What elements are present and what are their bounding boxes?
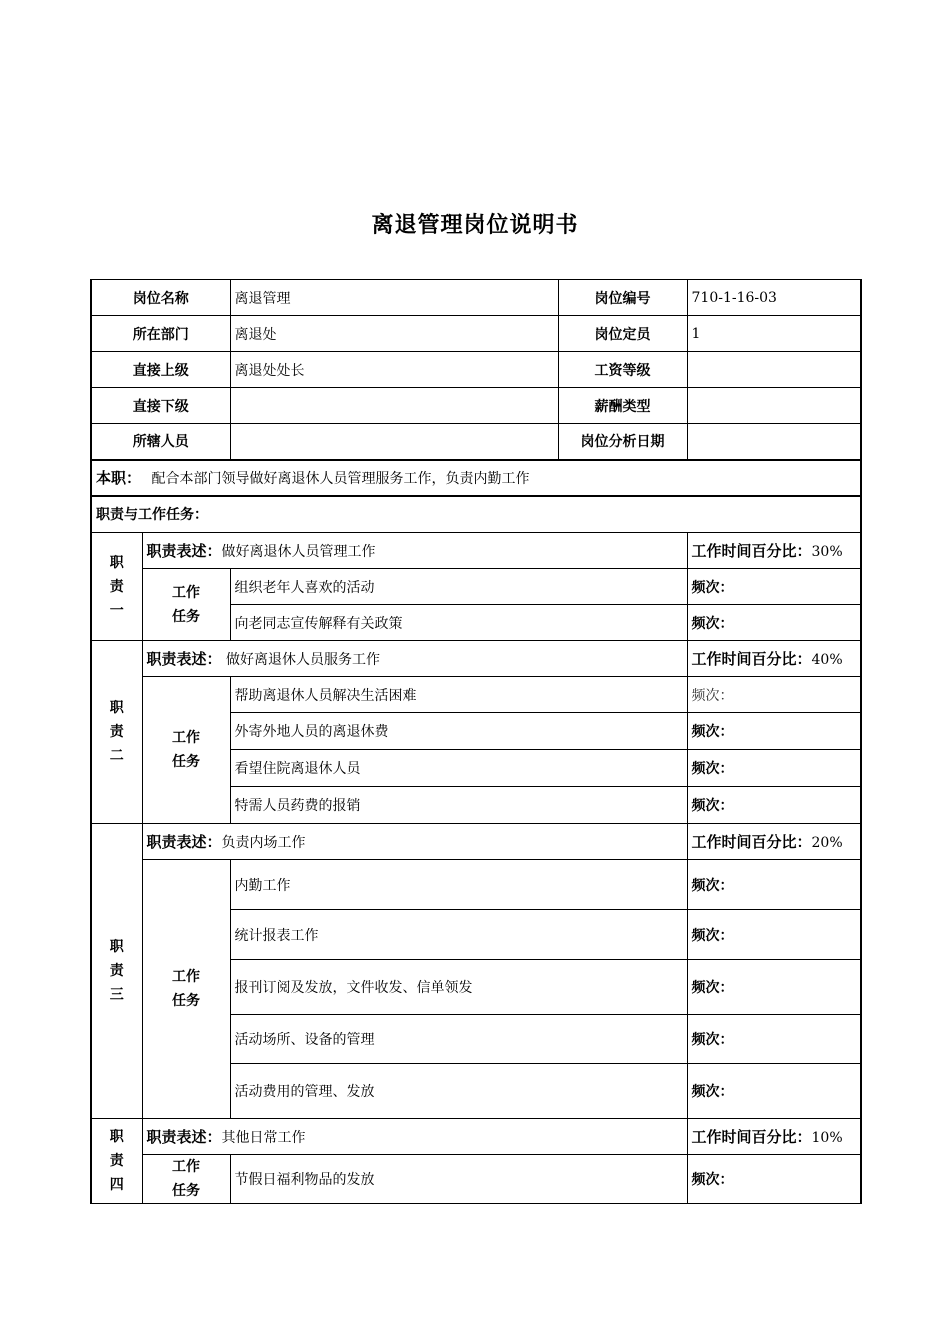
- duty-3-task-2-freq: 频次：: [687, 910, 861, 960]
- duty-3-task-1-freq: 频次：: [687, 860, 861, 910]
- subordinate-value: [230, 388, 558, 424]
- subordinate-label: 直接下级: [91, 388, 230, 424]
- staff-label: 所辖人员: [91, 424, 230, 460]
- duty-2-task-1: 帮助离退休人员解决生活困难: [230, 677, 687, 713]
- core-duty-label: 本职：: [96, 469, 142, 487]
- duty-3-task-1: 内勤工作: [230, 860, 687, 910]
- department-value: 离退处: [230, 316, 558, 352]
- duty-4-task-1-freq: 频次：: [687, 1155, 861, 1204]
- duty-2-task-2: 外寄外地人员的离退休费: [230, 713, 687, 750]
- duties-heading: 职责与工作任务：: [91, 496, 861, 533]
- position-code-value: 710-1-16-03: [687, 280, 861, 316]
- headcount-label: 岗位定员: [558, 316, 687, 352]
- duty-2-time: 工作时间百分比：40%: [687, 641, 861, 677]
- job-description-table: [90, 279, 862, 1204]
- document-title: 离退管理岗位说明书: [371, 213, 579, 238]
- core-duty-row: [91, 460, 861, 496]
- duty-3-task-4-freq: 频次：: [687, 1015, 861, 1064]
- duty-2-description: 职责表述： 做好离退休人员服务工作: [142, 641, 687, 677]
- analysis-date-value: [687, 424, 861, 460]
- duty-2-task-1-freq: 频次：: [687, 677, 861, 713]
- duty-3-task-4: 活动场所、设备的管理: [230, 1015, 687, 1064]
- duty-3-task-3-freq: 频次：: [687, 960, 861, 1015]
- duty-1-task-2-freq: 频次：: [687, 605, 861, 641]
- duty-1-time: 工作时间百分比：30%: [687, 533, 861, 569]
- duty-3-label: 职 责 三: [91, 824, 142, 1119]
- position-name-label: 岗位名称: [91, 280, 230, 316]
- duty-1-task-1: 组织老年人喜欢的活动: [230, 569, 687, 605]
- duty-3-task-2: 统计报表工作: [230, 910, 687, 960]
- duty-3-task-label: 工作 任务: [142, 860, 230, 1119]
- superior-value: 离退处处长: [230, 352, 558, 388]
- duty-2-label: 职 责 二: [91, 641, 142, 824]
- duty-4-description: 职责表述：其他日常工作: [142, 1119, 687, 1155]
- duty-1-task-1-freq: 频次：: [687, 569, 861, 605]
- department-label: 所在部门: [91, 316, 230, 352]
- duty-3-task-5-freq: 频次：: [687, 1064, 861, 1119]
- salary-grade-value: [687, 352, 861, 388]
- duty-1-label: 职 责 一: [91, 533, 142, 641]
- duty-2-task-3: 看望住院离退休人员: [230, 750, 687, 787]
- duty-2-task-4: 特需人员药费的报销: [230, 787, 687, 824]
- duty-3-description: 职责表述：负责内场工作: [142, 824, 687, 860]
- core-duty-text: 配合本部门领导做好离退休人员管理服务工作，负责内勤工作: [151, 471, 530, 487]
- duty-2-task-4-freq: 频次：: [687, 787, 861, 824]
- analysis-date-label: 岗位分析日期: [558, 424, 687, 460]
- duty-2-task-2-freq: 频次：: [687, 713, 861, 750]
- duty-4-task-1: 节假日福利物品的发放: [230, 1155, 687, 1204]
- duty-1-task-2: 向老同志宣传解释有关政策: [230, 605, 687, 641]
- pay-type-label: 薪酬类型: [558, 388, 687, 424]
- duty-1-description: 职责表述：做好离退休人员管理工作: [142, 533, 687, 569]
- salary-grade-label: 工资等级: [558, 352, 687, 388]
- duty-4-time: 工作时间百分比：10%: [687, 1119, 861, 1155]
- superior-label: 直接上级: [91, 352, 230, 388]
- duty-3-task-5: 活动费用的管理、发放: [230, 1064, 687, 1119]
- duty-3-task-3: 报刊订阅及发放，文件收发、信单领发: [230, 960, 687, 1015]
- position-name-value: 离退管理: [230, 280, 558, 316]
- duty-1-task-label: 工作 任务: [142, 569, 230, 641]
- duty-2-task-3-freq: 频次：: [687, 750, 861, 787]
- duty-2-task-label: 工作 任务: [142, 677, 230, 824]
- headcount-value: 1: [687, 316, 861, 352]
- position-code-label: 岗位编号: [558, 280, 687, 316]
- duty-4-task-label: 工作 任务: [142, 1155, 230, 1204]
- duty-4-label: 职 责 四: [91, 1119, 142, 1204]
- pay-type-value: [687, 388, 861, 424]
- duty-3-time: 工作时间百分比：20%: [687, 824, 861, 860]
- staff-value: [230, 424, 558, 460]
